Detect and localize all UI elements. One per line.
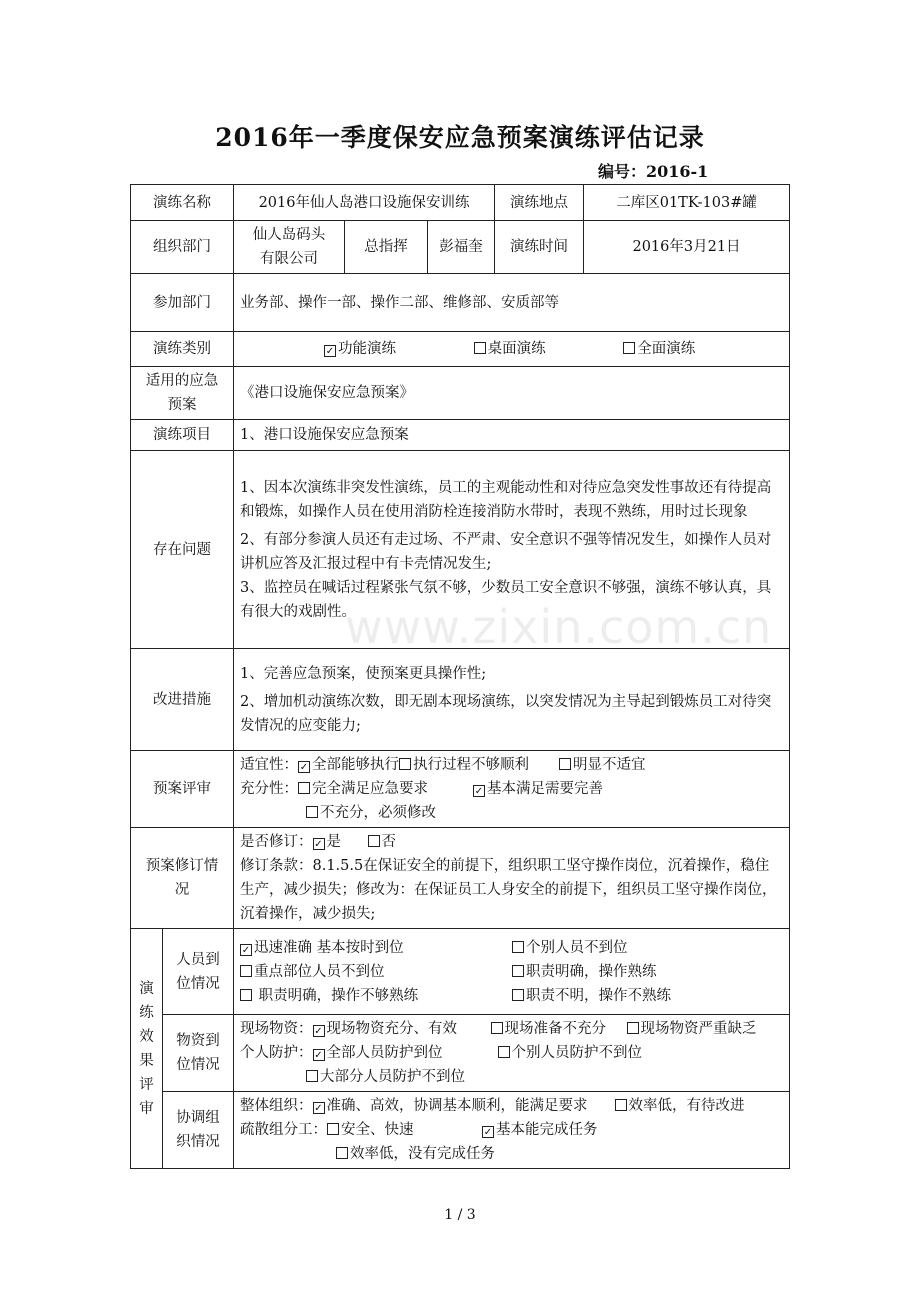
- evacuation-option-safe-fast[interactable]: 安全、快速: [327, 1118, 482, 1142]
- improvement-item-1: 1、完善应急预案，使预案更具操作性;: [240, 665, 487, 682]
- plan-revision-label: 预案修订情 况: [131, 828, 234, 929]
- sufficiency-option-full[interactable]: 完全满足应急要求: [298, 777, 473, 801]
- suitability-option-not-smooth[interactable]: 执行过程不够顺利: [399, 753, 559, 777]
- material-option-insufficient[interactable]: 现场准备不充分: [491, 1017, 627, 1041]
- checkbox-checked-icon: ✓: [314, 1103, 323, 1114]
- revision-detail: 修订条款：8.1.5.5在保证安全的前提下，组织职工坚守操作岗位，沉着操作，稳住生产，减少损失；修改为：在保证员工人身安全的前提下，组织员工坚守操作岗位，沉着操作，减少损失;: [240, 858, 777, 922]
- participants-value: 业务部、操作一部、操作二部、维修部、安质部等: [234, 274, 790, 332]
- checkbox-empty-icon: [306, 806, 318, 818]
- checkbox-checked-icon: ✓: [299, 762, 309, 773]
- checkbox-empty-icon: [336, 1147, 348, 1159]
- protection-option-all[interactable]: ✓ 全部人员防护到位: [314, 1045, 443, 1061]
- checkbox-empty-icon: [240, 989, 252, 1001]
- row-plan-review: [131, 751, 790, 828]
- effect-review-label: 演 练 效 果 评 审: [131, 929, 163, 1169]
- participants-label: 参加部门: [131, 274, 234, 332]
- row-participants: [131, 274, 790, 332]
- revision-option-no[interactable]: 否: [368, 830, 397, 854]
- problem-item-3: 3、监控员在喊话过程紧张气氛不够，少数员工安全意识不够强，演练不够认真，具有很大的戏剧性。: [240, 579, 772, 620]
- organizer-label: 组织部门: [131, 221, 234, 274]
- row-drill-item: [131, 420, 790, 451]
- organizer-value: [234, 221, 345, 274]
- evacuation-option-basic[interactable]: ✓ 基本能完成任务: [483, 1122, 598, 1138]
- applicable-plan-label: 适用的应急 预案: [131, 367, 234, 420]
- protection-option-some[interactable]: 个别人员防护不到位: [498, 1041, 643, 1065]
- drill-location-value: 二库区01TK-103#罐: [584, 185, 790, 221]
- page-number: 1 / 3: [444, 1207, 476, 1223]
- plan-review-options: [234, 751, 790, 828]
- row-drill-type: [131, 332, 790, 367]
- checkbox-empty-icon: [368, 835, 380, 847]
- drill-type-option-full[interactable]: 全面演练: [623, 337, 695, 361]
- checkbox-empty-icon: [306, 1070, 318, 1082]
- checkbox-empty-icon: [615, 1099, 627, 1111]
- protection-option-most-missing[interactable]: 大部分人员防护不到位: [306, 1065, 465, 1089]
- revision-question-line: 是否修订： ✓ 是 否: [240, 830, 783, 854]
- suitability-option-all[interactable]: ✓ 全部能够执行: [299, 757, 399, 773]
- drill-item-value: 1、港口设施保安应急预案: [234, 420, 790, 451]
- coordination-label: 协调组 织情况: [163, 1092, 234, 1169]
- staff-option-unclear-unskilled[interactable]: 职责不明，操作不熟练: [512, 984, 671, 1008]
- material-arrival-label: 物资到 位情况: [163, 1015, 234, 1092]
- checkbox-checked-icon: ✓: [314, 839, 323, 850]
- drill-name-value: 2016年仙人岛港口设施保安训练: [234, 185, 495, 221]
- checkbox-empty-icon: [327, 1123, 339, 1135]
- staff-option-fast-accurate[interactable]: ✓ 迅速准确 基本按时到位: [241, 939, 404, 956]
- problem-item-2: 2、有部分参演人员还有走过场、不严肃、安全意识不强等情况发生，如操作人员对讲机应答及汇报过程中有卡壳情况发生;: [240, 531, 772, 572]
- row-organizer: [131, 221, 790, 274]
- sufficiency-line: 充分性： 完全满足应急要求 ✓ 基本满足需要完善: [240, 777, 783, 801]
- staff-option-clear-unskilled[interactable]: 职责明确，操作不够熟练: [240, 984, 512, 1008]
- problem-item-1: 1、因本次演练非突发性演练，员工的主观能动性和对待应急突发性事故还有待提高和锻炼，如操作人员在使用消防栓连接消防水带时，表现不熟练，用时过长现象: [240, 479, 772, 520]
- checkbox-empty-icon: [623, 342, 635, 354]
- sufficiency-option-insufficient[interactable]: 不充分，必须修改: [306, 801, 436, 825]
- sufficiency-line-2: [240, 801, 783, 825]
- row-drill-name: [131, 185, 790, 221]
- document-number: 编号：2016-1: [598, 162, 709, 181]
- checkbox-empty-icon: [559, 758, 571, 770]
- drill-location-label: 演练地点: [495, 185, 584, 221]
- checkbox-empty-icon: [627, 1022, 639, 1034]
- checkbox-checked-icon: ✓: [474, 786, 484, 797]
- checkbox-checked-icon: ✓: [314, 1026, 323, 1037]
- checkbox-empty-icon: [498, 1046, 510, 1058]
- evaluation-record-table: [130, 184, 790, 1169]
- organizer-value-line1: 仙人岛码头: [252, 227, 326, 243]
- document-title: 2016年一季度保安应急预案演练评估记录: [215, 123, 705, 152]
- row-plan-revision: [131, 828, 790, 929]
- staff-option-clear-skilled[interactable]: 职责明确，操作熟练: [512, 960, 657, 984]
- staff-arrival-label: 人员到 位情况: [163, 929, 234, 1015]
- checkbox-empty-icon: [512, 989, 524, 1001]
- plan-review-label: 预案评审: [131, 751, 234, 828]
- checkbox-empty-icon: [298, 782, 310, 794]
- row-applicable-plan: [131, 367, 790, 420]
- checkbox-checked-icon: ✓: [241, 944, 251, 956]
- suitability-option-unsuitable[interactable]: 明显不适宜: [559, 753, 646, 777]
- checkbox-checked-icon: ✓: [325, 346, 335, 357]
- checkbox-checked-icon: ✓: [483, 1127, 493, 1138]
- row-improvements: [131, 649, 790, 751]
- staff-arrival-options: [234, 929, 790, 1015]
- drill-name-label: 演练名称: [131, 185, 234, 221]
- material-option-sufficient[interactable]: ✓ 现场物资充分、有效: [314, 1021, 457, 1037]
- drill-type-option-tabletop[interactable]: 桌面演练: [474, 337, 619, 361]
- improvements-value: [234, 649, 790, 751]
- organizer-value-line2: 有限公司: [260, 251, 318, 267]
- plan-revision-value: [234, 828, 790, 929]
- checkbox-empty-icon: [240, 965, 252, 977]
- staff-option-key-absent[interactable]: 重点部位人员不到位: [240, 960, 512, 984]
- material-arrival-options: 现场物资： ✓ 现场物资充分、有效 现场准备不充分 现场物资严重缺乏 个人防护： ✓ 全部人员防护到位 个别人员防护不到位 大部分人员防护不到位: [234, 1015, 790, 1092]
- applicable-plan-value: 《港口设施保安应急预案》: [234, 367, 790, 420]
- drill-time-label: 演练时间: [495, 221, 584, 274]
- commander-value: 彭福奎: [428, 221, 495, 274]
- drill-type-label: 演练类别: [131, 332, 234, 367]
- checkbox-empty-icon: [491, 1022, 503, 1034]
- evacuation-option-failed[interactable]: 效率低，没有完成任务: [336, 1142, 495, 1166]
- drill-type-options: [234, 332, 790, 367]
- improvement-item-2: 2、增加机动演练次数，即无剧本现场演练，以突发情况为主导起到锻炼员工对待突发情况的应变能力;: [240, 693, 772, 734]
- checkbox-empty-icon: [512, 941, 524, 953]
- checkbox-empty-icon: [474, 342, 486, 354]
- coordination-option-inefficient[interactable]: 效率低，有待改进: [615, 1094, 745, 1118]
- coordination-options: 整体组织： ✓ 准确、高效，协调基本顺利，能满足要求 效率低，有待改进 疏散组分工： 安全、快速 ✓ 基本能完成任务 效率低，没有完成任务: [234, 1092, 790, 1169]
- commander-label: 总指挥: [345, 221, 428, 274]
- checkbox-checked-icon: ✓: [314, 1050, 323, 1061]
- material-option-severe-lack[interactable]: 现场物资严重缺乏: [627, 1017, 757, 1041]
- coordination-option-efficient[interactable]: ✓ 准确、高效，协调基本顺利，能满足要求: [314, 1098, 588, 1114]
- suitability-line: 适宜性： ✓ 全部能够执行 执行过程不够顺利 明显不适宜: [240, 753, 783, 777]
- staff-option-some-absent[interactable]: 个别人员不到位: [512, 936, 628, 960]
- row-effect-coordination: [131, 1092, 790, 1169]
- checkbox-empty-icon: [512, 965, 524, 977]
- sufficiency-option-basic[interactable]: ✓ 基本满足需要完善: [474, 781, 603, 797]
- revision-option-yes[interactable]: ✓ 是: [314, 834, 341, 850]
- problems-label: 存在问题: [131, 451, 234, 649]
- drill-item-label: 演练项目: [131, 420, 234, 451]
- drill-time-value: 2016年3月21日: [584, 221, 790, 274]
- checkbox-empty-icon: [399, 758, 411, 770]
- row-effect-staff: [131, 929, 790, 1015]
- improvements-label: 改进措施: [131, 649, 234, 751]
- watermark: www.zixin.com.cn: [345, 600, 773, 654]
- row-effect-material: [131, 1015, 790, 1092]
- drill-type-option-functional[interactable]: ✓ 功能演练: [325, 341, 396, 357]
